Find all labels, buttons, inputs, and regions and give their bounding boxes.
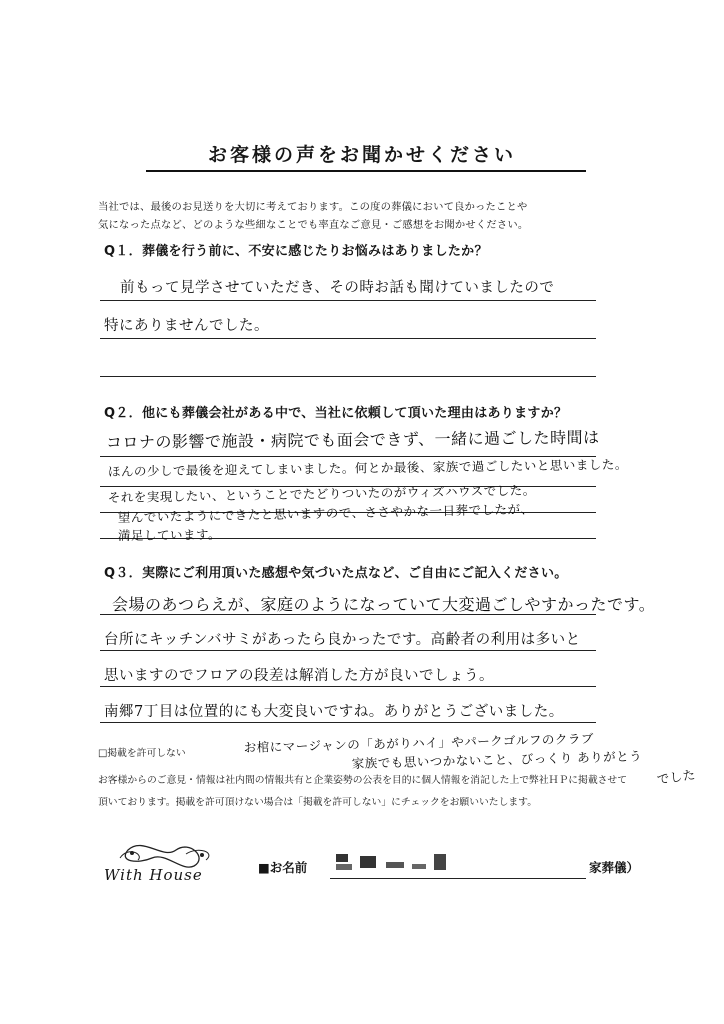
handwritten-answer: コロナの影響で施設・病院でも面会できず、一緒に過ごした時間は <box>105 427 600 453</box>
name-label: ■お名前 <box>258 860 308 875</box>
name-field-line <box>330 878 586 879</box>
intro-line-1: 当社では、最後のお見送りを大切に考えております。この度の葬儀において良かったことや <box>98 201 528 213</box>
question-2-label: Q２．他にも葬儀会社がある中で、当社に依頼して頂いた理由はありますか？ <box>104 406 568 421</box>
handwritten-answer: 台所にキッチンバサミがあったら良かったです。高齢者の利用は多いと <box>104 632 581 648</box>
handwritten-answer: 前もって見学させていただき、その時お話も聞けていましたので <box>120 280 555 296</box>
logo-wordmark: With House <box>104 866 203 884</box>
page-title: お客様の声をお聞かせください <box>207 144 516 166</box>
answer-line <box>100 338 596 339</box>
intro-line-2: 気になった点など、どのような些細なことでも率直なご意見・ご感想をお聞かせください。 <box>98 219 529 231</box>
answer-line <box>100 300 596 301</box>
handwritten-answer: 思いますのでフロアの段差は解消した方が良いでしょう。 <box>104 668 494 684</box>
title-underline <box>146 170 586 172</box>
handwritten-answer: ほんの少しで最後を迎えてしまいました。何とか最後、家族で過ごしたいと思いました。 <box>107 456 628 480</box>
handwritten-answer: 南郷7丁目は位置的にも大変良いですね。ありがとうございました。 <box>104 704 564 720</box>
handwritten-answer: 会場のあつらえが、家庭のようになっていて大変過ごしやすかったです。 <box>112 595 656 614</box>
handwritten-answer: 特にありませんでした。 <box>104 318 269 334</box>
notice-line-1: お客様からのご意見・情報は社内間の情報共有と企業姿勢の公表を目的に個人情報を消記した上で弊社ＨＰに掲載させて <box>98 775 628 786</box>
permission-checkbox[interactable]: □掲載を許可しない <box>98 748 186 759</box>
answer-line <box>100 650 596 651</box>
handwritten-answer: お棺にマージャンの「あがりハイ」やパークゴルフのクラブ <box>243 730 595 756</box>
answer-line <box>100 376 596 377</box>
redacted-name <box>330 852 480 876</box>
notice-line-2: 頂いております。掲載を許可頂けない場合は「掲載を許可しない」にチェックをお願いいたします。 <box>98 797 537 808</box>
handwritten-answer: それを実現したい、ということでたどりついたのがウィズハウスでした。 <box>107 482 536 506</box>
handwritten-answer: でした <box>655 766 697 788</box>
handwritten-answer: 家族でも思いつかないこと、びっくり ありがとう <box>351 748 643 772</box>
handwritten-answer: 望んでいたようにできたと思いますので、ささやかな一日葬でしたが、 <box>117 501 534 526</box>
answer-line <box>100 686 596 687</box>
answer-line <box>100 722 596 723</box>
question-1-label: Q１．葬儀を行う前に、不安に感じたりお悩みはありましたか？ <box>104 244 488 259</box>
family-suffix: 家葬儀） <box>589 860 640 875</box>
handwritten-answer: 満足しています。 <box>117 526 221 544</box>
question-3-label: Q３．実際にご利用頂いた感想や気づいた点など、ご自由にご記入ください。 <box>104 566 568 581</box>
